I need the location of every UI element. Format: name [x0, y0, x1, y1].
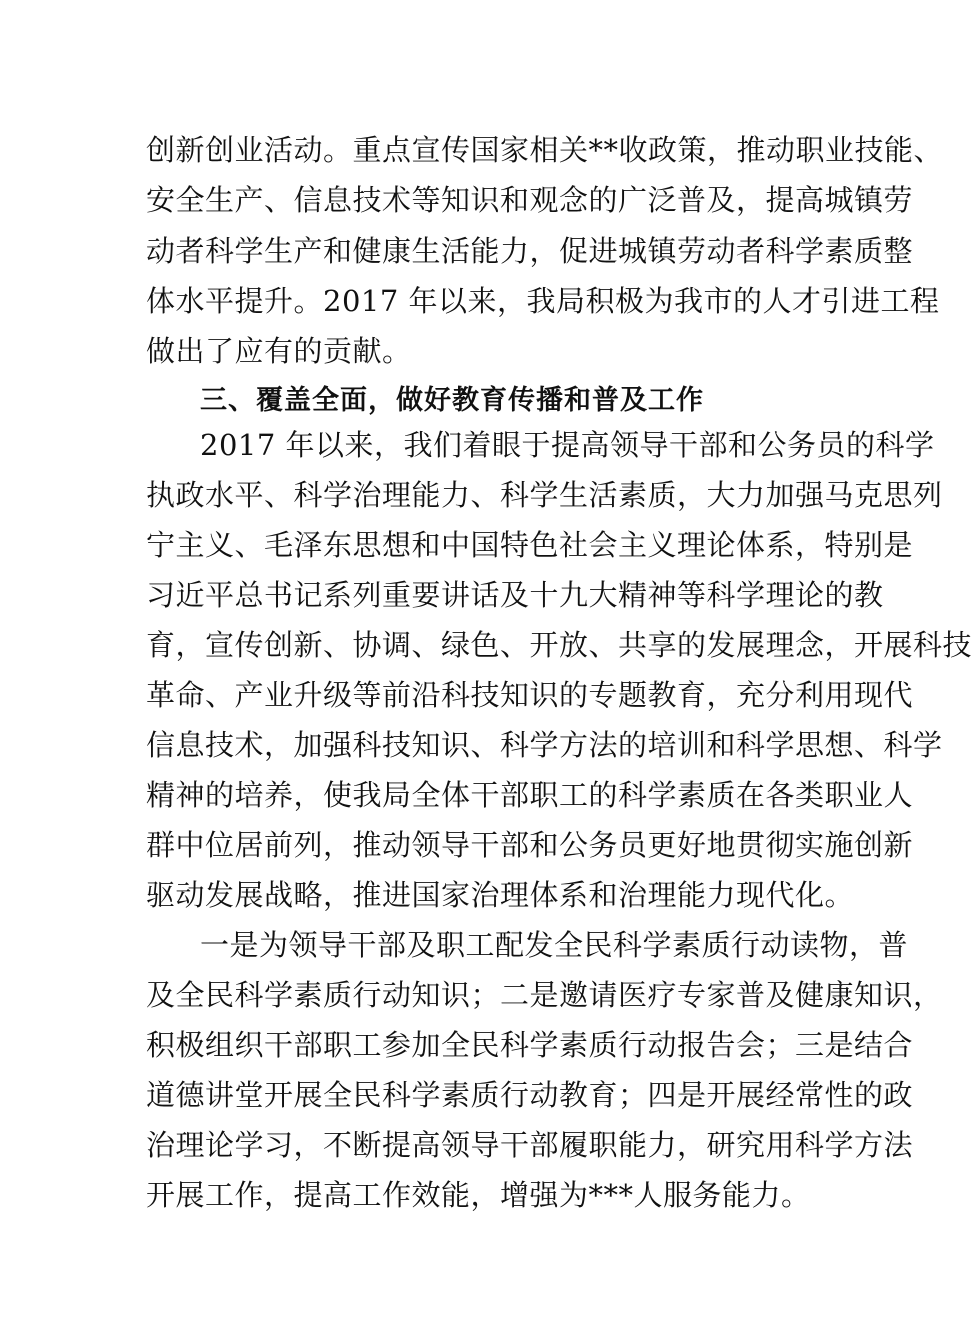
paragraph-main-line: 群中位居前列，推动领导干部和公务员更好地贯彻实施创新	[146, 828, 914, 862]
paragraph-intro-line: 创新创业活动。重点宣传国家相关**收政策，推动职业技能、	[146, 133, 944, 167]
paragraph-measures-line: 及全民科学素质行动知识；二是邀请医疗专家普及健康知识，	[146, 978, 943, 1012]
paragraph-measures-line: 道德讲堂开展全民科学素质行动教育；四是开展经常性的政	[146, 1078, 914, 1112]
paragraph-main-line: 宁主义、毛泽东思想和中国特色社会主义理论体系，特别是	[146, 528, 914, 562]
paragraph-intro-line: 做出了应有的贡献。	[146, 334, 412, 368]
paragraph-main-line: 2017 年以来，我们着眼于提高领导干部和公务员的科学	[200, 428, 935, 462]
section-heading: 三、覆盖全面，做好教育传播和普及工作	[200, 385, 704, 416]
paragraph-main-line: 执政水平、科学治理能力、科学生活素质，大力加强马克思列	[146, 478, 943, 512]
paragraph-measures-line: 积极组织干部职工参加全民科学素质行动报告会；三是结合	[146, 1028, 914, 1062]
paragraph-main-line: 育，宣传创新、协调、绿色、开放、共享的发展理念，开展科技	[146, 628, 972, 662]
paragraph-intro-line: 安全生产、信息技术等知识和观念的广泛普及，提高城镇劳	[146, 183, 914, 217]
paragraph-intro-line: 动者科学生产和健康生活能力，促进城镇劳动者科学素质整	[146, 234, 914, 268]
paragraph-measures-line: 开展工作，提高工作效能，增强为***人服务能力。	[146, 1178, 811, 1212]
paragraph-main-line: 习近平总书记系列重要讲话及十九大精神等科学理论的教	[146, 578, 884, 612]
paragraph-intro-line: 体水平提升。2017 年以来，我局积极为我市的人才引进工程	[146, 284, 940, 318]
paragraph-main-line: 信息技术，加强科技知识、科学方法的培训和科学思想、科学	[146, 728, 943, 762]
paragraph-measures-line: 治理论学习，不断提高领导干部履职能力，研究用科学方法	[146, 1128, 914, 1162]
paragraph-main-line: 革命、产业升级等前沿科技知识的专题教育，充分利用现代	[146, 678, 914, 712]
paragraph-main-line: 精神的培养，使我局全体干部职工的科学素质在各类职业人	[146, 778, 914, 812]
paragraph-measures-line: 一是为领导干部及职工配发全民科学素质行动读物，普	[200, 928, 909, 962]
paragraph-main-line: 驱动发展战略，推进国家治理体系和治理能力现代化。	[146, 878, 855, 912]
